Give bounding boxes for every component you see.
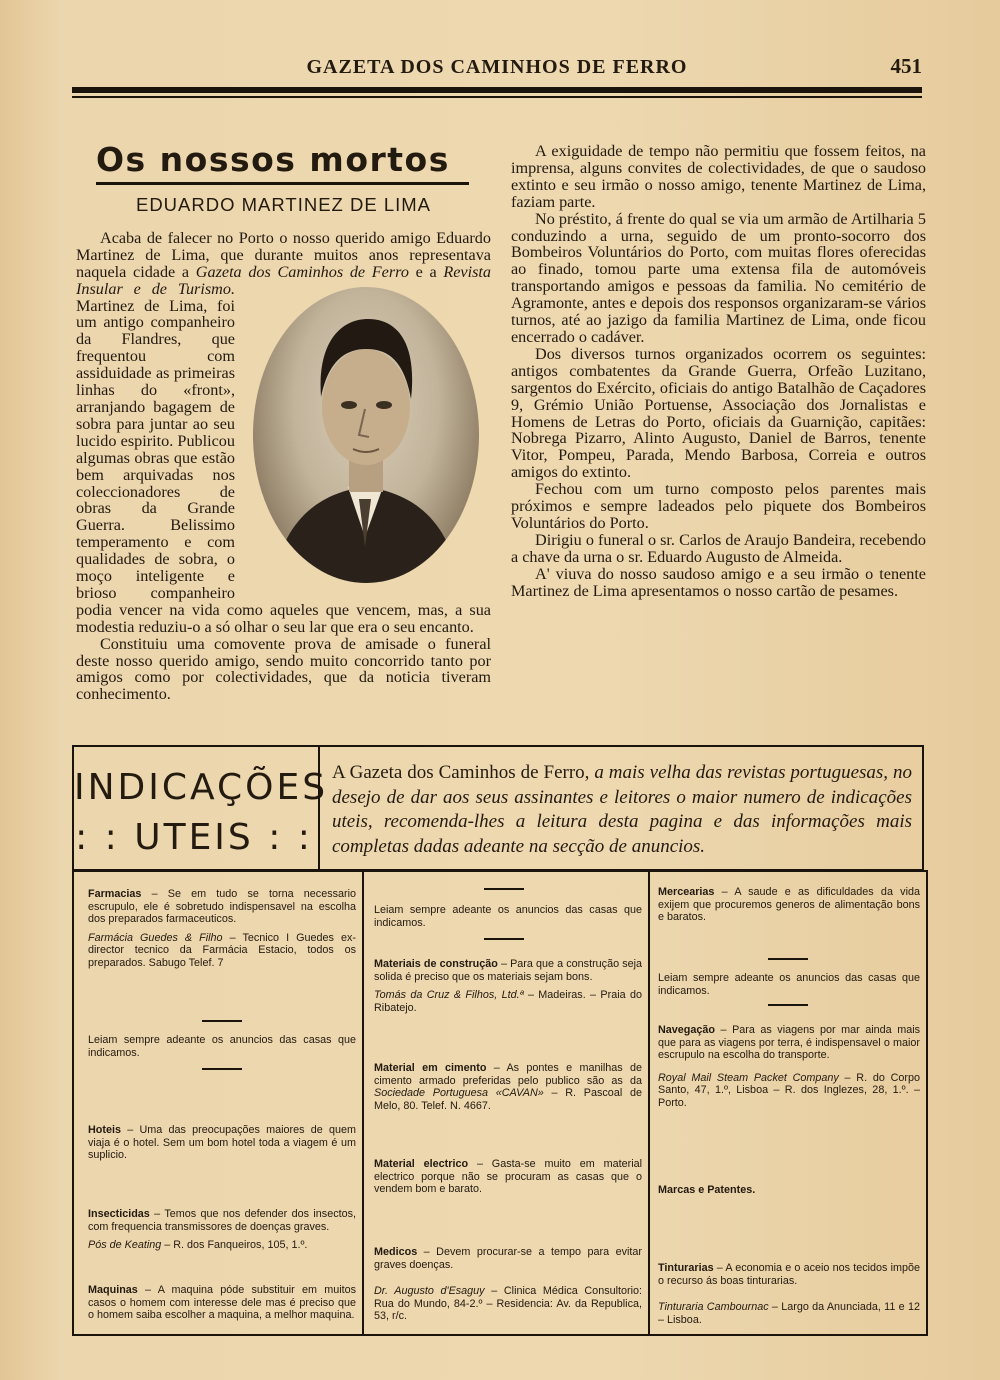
ads-column-2 xyxy=(374,872,642,1334)
ad-maquinas: Maquinas – A maquina póde substituir em muitos casos o homem com interesse dele mas é preciso que o homem saiba escolher a maquina, a melhor maquina. xyxy=(88,1284,356,1321)
ad-medicos: Medicos – Devem procurar-se a tempo para evitar graves doenças. Dr. Augusto d'Esaguy – Clinica Médica Consultorio: Rua do Mundo, 84-2.º – Residencia: Av. da Republica, 53, r/c. xyxy=(374,1246,642,1322)
paragraph-2: Constituiu uma comovente prova de amisade o funeral deste nosso querido amigo, sendo muito concorrido tanto por amigos como por colectividades, que da noticia tiveram conhecimento. xyxy=(76,634,491,704)
indicacoes-heading xyxy=(74,747,329,869)
paragraph-8: A' viuva do nosso saudoso amigo e a seu irmão o tenente Martinez de Lima apresentamos o nosso cartão de pesames. xyxy=(511,564,926,600)
article-subtitle: EDUARDO MARTINEZ DE LIMA xyxy=(135,194,432,215)
paragraph-6: Fechou com um turno composto pelos parentes mais próximos e sempre ladeados pelo piquete dos Bombeiros Voluntários do Porto. xyxy=(511,480,926,532)
article-left-column xyxy=(76,140,491,703)
indicacoes-text: A Gazeta dos Caminhos de Ferro, a mais velha das revistas portuguesas, no desejo de dar aos seus assinantes e leitores o maior numero de indicações uteis, recomenda-lhes a leitura desta pagina e das informações mais completas dadas adeante na secção de anuncios. xyxy=(332,762,912,857)
article-title: Os nossos mortos xyxy=(96,140,450,179)
ads-grid xyxy=(72,870,928,1336)
title-underline xyxy=(96,182,469,185)
header-rule-thick xyxy=(72,87,922,93)
ad-farmacias: Farmacias – Se em tudo se torna necessario escrupulo, ele é sobretudo indispensavel na escolha dos preparados farmaceuticos. Farmácia Guedes & Filho – Tecnico I Guedes ex-director tecnico da Farmácia Estacio, todos os preparados. Sabugo Telef. 7 xyxy=(88,888,356,969)
article-right-column xyxy=(511,143,926,599)
ads-column-3 xyxy=(658,872,920,1334)
paragraph-7: Dirigiu o funeral o sr. Carlos de Araujo Bandeira, recebendo a chave da urna o sr. Eduardo Augusto de Almeida. xyxy=(511,530,926,566)
ad-navegacao: Navegação – Para as viagens por mar ainda mais que para as viagens por terra, é indispensavel o maior escrupulo na escolha do transporte. Royal Mail Steam Packet Company – R. do Corpo Santo, 47, 1.º, Lisboa – R. dos Inglezes, 28, 1.º. – Porto. xyxy=(658,1024,920,1109)
ad-leiam-3: Leiam sempre adeante os anuncios das casas que indicamos. xyxy=(658,972,920,997)
ad-leiam-2: Leiam sempre adeante os anuncios das casas que indicamos. xyxy=(374,904,642,929)
ad-insecticidas: Insecticidas – Temos que nos defender dos insectos, com frequencia transmissores de doenças graves. Pós de Keating – R. dos Fanqueiros, 105, 1.º. xyxy=(88,1208,356,1251)
indicacoes-title-line1: INDICAÇÕES xyxy=(74,767,329,808)
paragraph-1: Acaba de falecer no Porto o nosso querido amigo Eduardo Martinez de Lima, que durante muitos anos representava naquela cidade a Gazeta dos Caminhos de Ferro e a Revista Insular e de Turismo. Martinez de Lima, foi um antigo companheiro da Flandres, que frequentou com assiduidade as primeiras linhas do «front», arranjando bagagem de sobra para juntar ao seu lucido espirito. Publicou algumas obras que estão bem arquivadas nos coleccionadores de obras da Grande Guerra. Belissimo temperamento e com qualidades de sobra, o moço inteligente e brioso companheiro podia vencer na vida como aqueles que vencem, mas, a sua modestia reduziu-o a só olhar o seu lar que era o seu encanto. xyxy=(76,228,492,636)
ad-leiam-1: Leiam sempre adeante os anuncios das casas que indicamos. xyxy=(88,1034,356,1059)
portrait-frame xyxy=(241,287,491,599)
column-divider-1 xyxy=(362,872,364,1334)
indicacoes-box xyxy=(72,745,924,871)
ads-column-1 xyxy=(88,872,356,1334)
ad-hoteis: Hoteis – Uma das preocupações maiores de quem viaja é o hotel. Sem um bom hotel toda a viagem é um suplicio. xyxy=(88,1124,356,1161)
header-rule-thin xyxy=(72,96,922,98)
paragraph-5: Dos diversos turnos organizados ocorrem os seguintes: antigos combatentes da Grande Guerra, Orfeão Luzitano, sargentos do Exército, oficiais do antigo Batalhão de Caçadores 9, Grémio União Portuense, Associação dos Jornalistas e Homens de Letras do Porto, oficiais da Guarnição, capitães: Nobrega Pizarro, Alinto Augusto, Daniel de Barros, tenente Vitor, Pompeu, Parada, Mendo Barbosa, Correia e outros amigos do extinto. xyxy=(511,344,926,482)
indicacoes-title-line2: : : UTEIS : : xyxy=(75,817,313,858)
ad-marcas-patentes: Marcas e Patentes. xyxy=(658,1184,756,1196)
ad-material-electrico: Material electrico – Gasta-se muito em material electrico porque não se procuram as casas que o vendem bom e barato. xyxy=(374,1158,642,1195)
running-header xyxy=(72,52,922,88)
paragraph-3: A exiguidade de tempo não permitiu que fossem feitos, na imprensa, alguns convites de colectividades, de que o saudoso extinto e seu irmão o nosso amigo, tenente Martinez de Lima, faziam parte. xyxy=(511,142,926,211)
page-number: 451 xyxy=(890,54,922,78)
portrait-photo xyxy=(253,287,479,583)
indicacoes-divider xyxy=(318,747,320,869)
ad-materiais-construcao: Materiais de construção – Para que a construção seja solida é preciso que os materiais sejam bons. Tomás da Cruz & Filhos, Ltd.ª – Madeiras. – Praia do Ribatejo. xyxy=(374,958,642,1014)
column-divider-2 xyxy=(648,872,650,1334)
journal-title: GAZETA DOS CAMINHOS DE FERRO xyxy=(306,56,688,78)
ad-mercearias: Mercearias – A saude e as dificuldades da vida exijem que procuremos generos de alimentação bons e baratos. xyxy=(658,886,920,923)
ad-tinturarias: Tinturarias – A economia e o aceio nos tecidos impõe o recurso ás boas tinturarias. Tinturaria Cambournac – Largo da Anunciada, 11 e 12 – Lisboa. xyxy=(658,1262,920,1326)
ad-material-cimento: Material em cimento – As pontes e manilhas de cimento armado preferidas pelo publico são as da Sociedade Portuguesa «CAVAN» – R. Pascoal de Melo, 80. Telef. N. 4667. xyxy=(374,1062,642,1112)
paragraph-4: No préstito, á frente do qual se via um armão de Artilharia 5 conduzindo a urna, seguido de um pronto-socorro dos Bombeiros Voluntários do Porto, com muitas flores oferecidas ao finado, tomou parte uma extensa fila de automóveis transportando amigos e pessoas da familia. No cemitério de Agramonte, antes e depois dos responsos organizaram-se vários turnos, até ao jazigo da familia Martinez de Lima, onde ficou encerrado o cadáver. xyxy=(511,209,926,346)
